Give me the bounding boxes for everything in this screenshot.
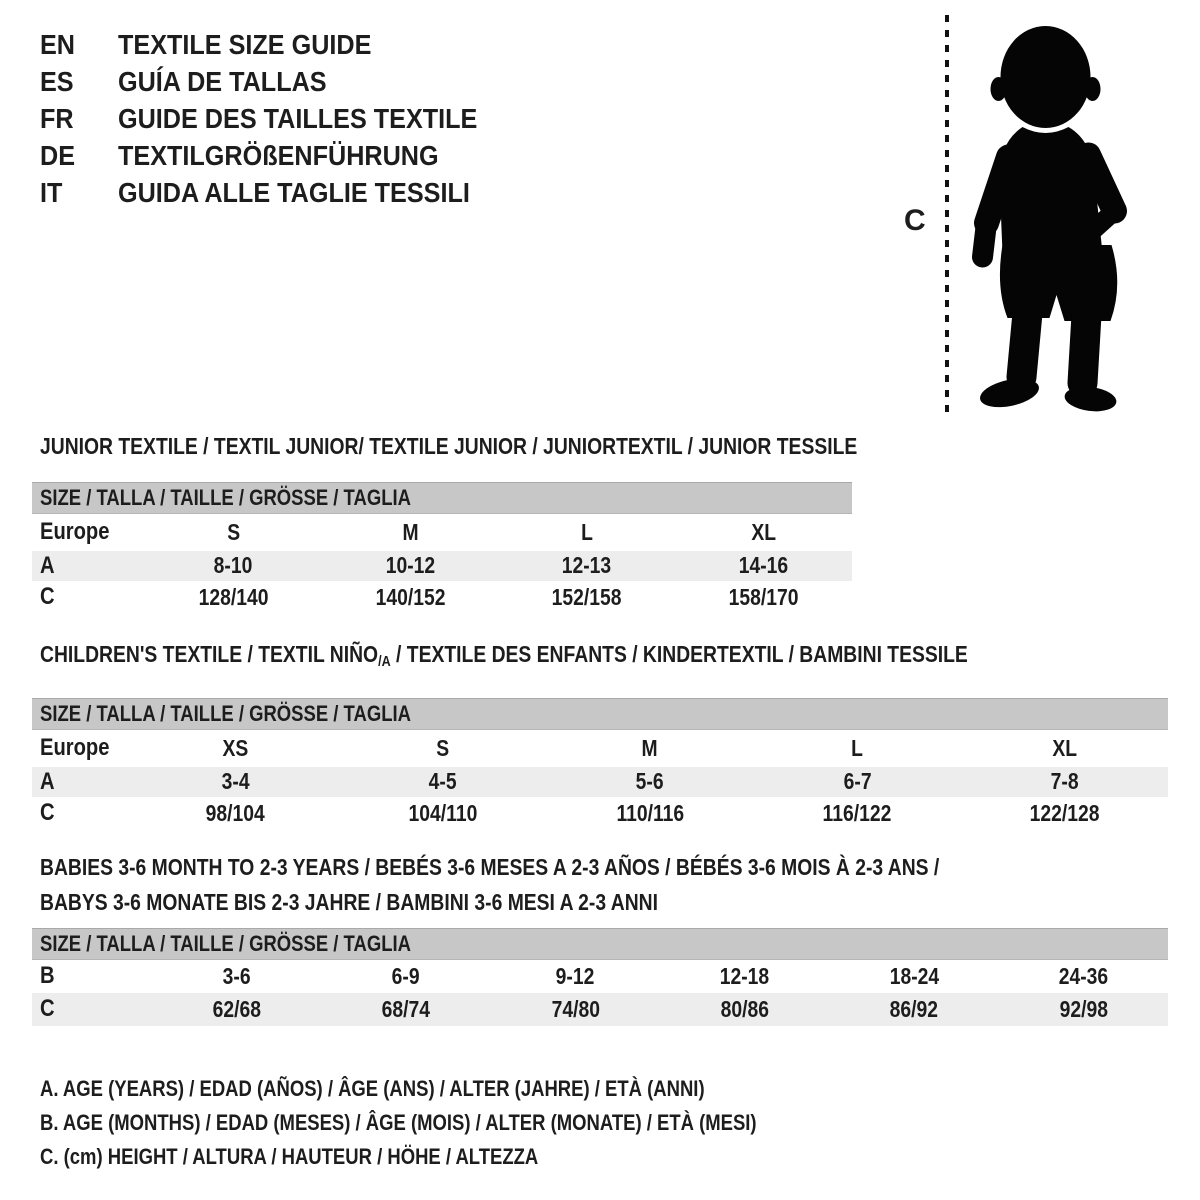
junior-section-title: JUNIOR TEXTILE / TEXTIL JUNIOR/ TEXTILE JUNIOR / JUNIORTEXTIL / JUNIOR TESSILE	[40, 433, 858, 459]
age-cell: 12-13	[562, 552, 612, 578]
junior-size-table	[32, 482, 852, 614]
height-cell: 140/152	[375, 583, 446, 610]
age-row	[32, 767, 1168, 797]
height-cell: 74/80	[551, 995, 600, 1022]
size-cell: L	[851, 734, 864, 761]
row-label-cell: A	[40, 551, 55, 579]
age-cell: 7-8	[1050, 768, 1079, 794]
age-months-cell: 9-12	[555, 962, 595, 989]
row-label-cell: C	[40, 995, 55, 1022]
size-cell: S	[436, 734, 450, 761]
language-label: GUIDA ALLE TAGLIE TESSILI	[118, 176, 470, 208]
height-cell: 122/128	[1029, 799, 1100, 826]
height-cell: 86/92	[889, 995, 939, 1022]
age-cell: 4-5	[428, 768, 457, 794]
age-row	[32, 551, 852, 581]
height-cell: 158/170	[728, 583, 799, 610]
toddler-silhouette-icon	[960, 15, 1150, 415]
row-label-cell: A	[40, 767, 55, 795]
height-cell: 80/86	[720, 995, 769, 1022]
size-cell: S	[226, 518, 240, 545]
size-cell: XL	[1052, 734, 1077, 761]
height-cell: 68/74	[381, 995, 431, 1022]
size-cell: XS	[222, 734, 249, 761]
height-measure-figure	[898, 10, 1160, 422]
junior-section	[32, 433, 858, 614]
row-label-cell: Europe	[40, 734, 110, 762]
size-header-cell: SIZE / TALLA / TAILLE / GRÖSSE / TAGLIA	[32, 929, 1168, 960]
size-header-cell: SIZE / TALLA / TAILLE / GRÖSSE / TAGLIA	[32, 699, 1168, 730]
height-cell: 98/104	[206, 799, 266, 826]
babies-section	[32, 850, 1168, 1026]
height-cell: 110/116	[616, 799, 684, 826]
height-row	[32, 993, 1168, 1026]
language-code: IT	[40, 176, 63, 208]
size-header-row	[32, 483, 852, 514]
size-cell: L	[580, 518, 593, 545]
legend-age-years: A. AGE (YEARS) / EDAD (AÑOS) / ÂGE (ANS) / ALTER (JAHRE) / ETÀ (ANNI)	[40, 1076, 705, 1101]
height-row	[32, 581, 852, 614]
age-months-cell: 24-36	[1058, 962, 1109, 989]
row-label-cell: C	[40, 583, 55, 610]
height-cell: 92/98	[1059, 995, 1108, 1022]
age-cell: 6-7	[843, 768, 872, 794]
age-months-cell: 12-18	[719, 962, 770, 989]
children-title-subscript: /A	[378, 653, 391, 670]
age-months-cell: 3-6	[222, 962, 251, 989]
measure-legend	[40, 1072, 893, 1174]
language-label: TEXTILE SIZE GUIDE	[118, 28, 372, 60]
age-cell: 8-10	[214, 552, 253, 578]
age-months-cell: 18-24	[889, 962, 939, 989]
age-months-row	[32, 960, 1168, 993]
height-measure-label: C	[904, 204, 926, 237]
language-code: EN	[40, 28, 76, 60]
language-label: GUÍA DE TALLAS	[118, 65, 327, 97]
language-title-list	[40, 26, 517, 211]
height-cell: 152/158	[551, 583, 622, 610]
babies-size-table	[32, 928, 1168, 1026]
size-cell: M	[402, 518, 419, 545]
children-size-table	[32, 698, 1168, 830]
age-cell: 10-12	[385, 552, 435, 578]
sizes-row	[32, 514, 852, 551]
children-section-title: CHILDREN'S TEXTILE / TEXTIL $NIÑO_{/A}$ / TEXTILE DES ENFANTS / KINDERTEXTIL / BAMBINI TESSILE	[40, 641, 968, 670]
children-section	[32, 642, 1168, 830]
language-row	[40, 63, 517, 100]
age-cell: 3-4	[221, 768, 250, 794]
age-cell: 14-16	[738, 552, 789, 578]
language-code: FR	[40, 102, 74, 134]
age-months-cell: 6-9	[392, 962, 420, 989]
language-code: DE	[40, 139, 76, 171]
size-header-cell: SIZE / TALLA / TAILLE / GRÖSSE / TAGLIA	[32, 483, 852, 514]
babies-section-title-line2: BABYS 3-6 MONATE BIS 2-3 JAHRE / BAMBINI 3-6 MESI A 2-3 ANNI	[40, 889, 658, 915]
height-cell: 104/110	[408, 799, 478, 826]
age-cell: 5-6	[636, 768, 664, 794]
row-label-cell: B	[40, 962, 55, 990]
legend-age-months: B. AGE (MONTHS) / EDAD (MESES) / ÂGE (MOIS) / ALTER (MONATE) / ETÀ (MESI)	[40, 1110, 757, 1135]
size-header-row	[32, 699, 1168, 730]
height-cell: 116/122	[822, 799, 892, 826]
language-label: TEXTILGRÖßENFÜHRUNG	[118, 139, 439, 171]
size-header-row	[32, 929, 1168, 960]
language-row	[40, 100, 517, 137]
language-row	[40, 137, 517, 174]
row-label-cell: C	[40, 799, 55, 826]
babies-section-title-line1: BABIES 3-6 MONTH TO 2-3 YEARS / BEBÉS 3-6 MESES A 2-3 AÑOS / BÉBÉS 3-6 MOIS À 2-3 ANS /	[40, 854, 940, 880]
language-row	[40, 174, 517, 211]
height-cell: 128/140	[198, 583, 269, 610]
language-label: GUIDE DES TAILLES TEXTILE	[118, 102, 478, 134]
language-code: ES	[40, 65, 74, 97]
sizes-row	[32, 730, 1168, 767]
height-measure-line	[944, 15, 952, 415]
height-row	[32, 797, 1168, 830]
height-cell: 62/68	[212, 995, 261, 1022]
legend-height-cm: C. (cm) HEIGHT / ALTURA / HAUTEUR / HÖHE / ALTEZZA	[40, 1144, 539, 1169]
size-cell: XL	[751, 518, 776, 545]
language-row	[40, 26, 517, 63]
row-label-cell: Europe	[40, 518, 110, 546]
size-cell: M	[641, 734, 659, 761]
